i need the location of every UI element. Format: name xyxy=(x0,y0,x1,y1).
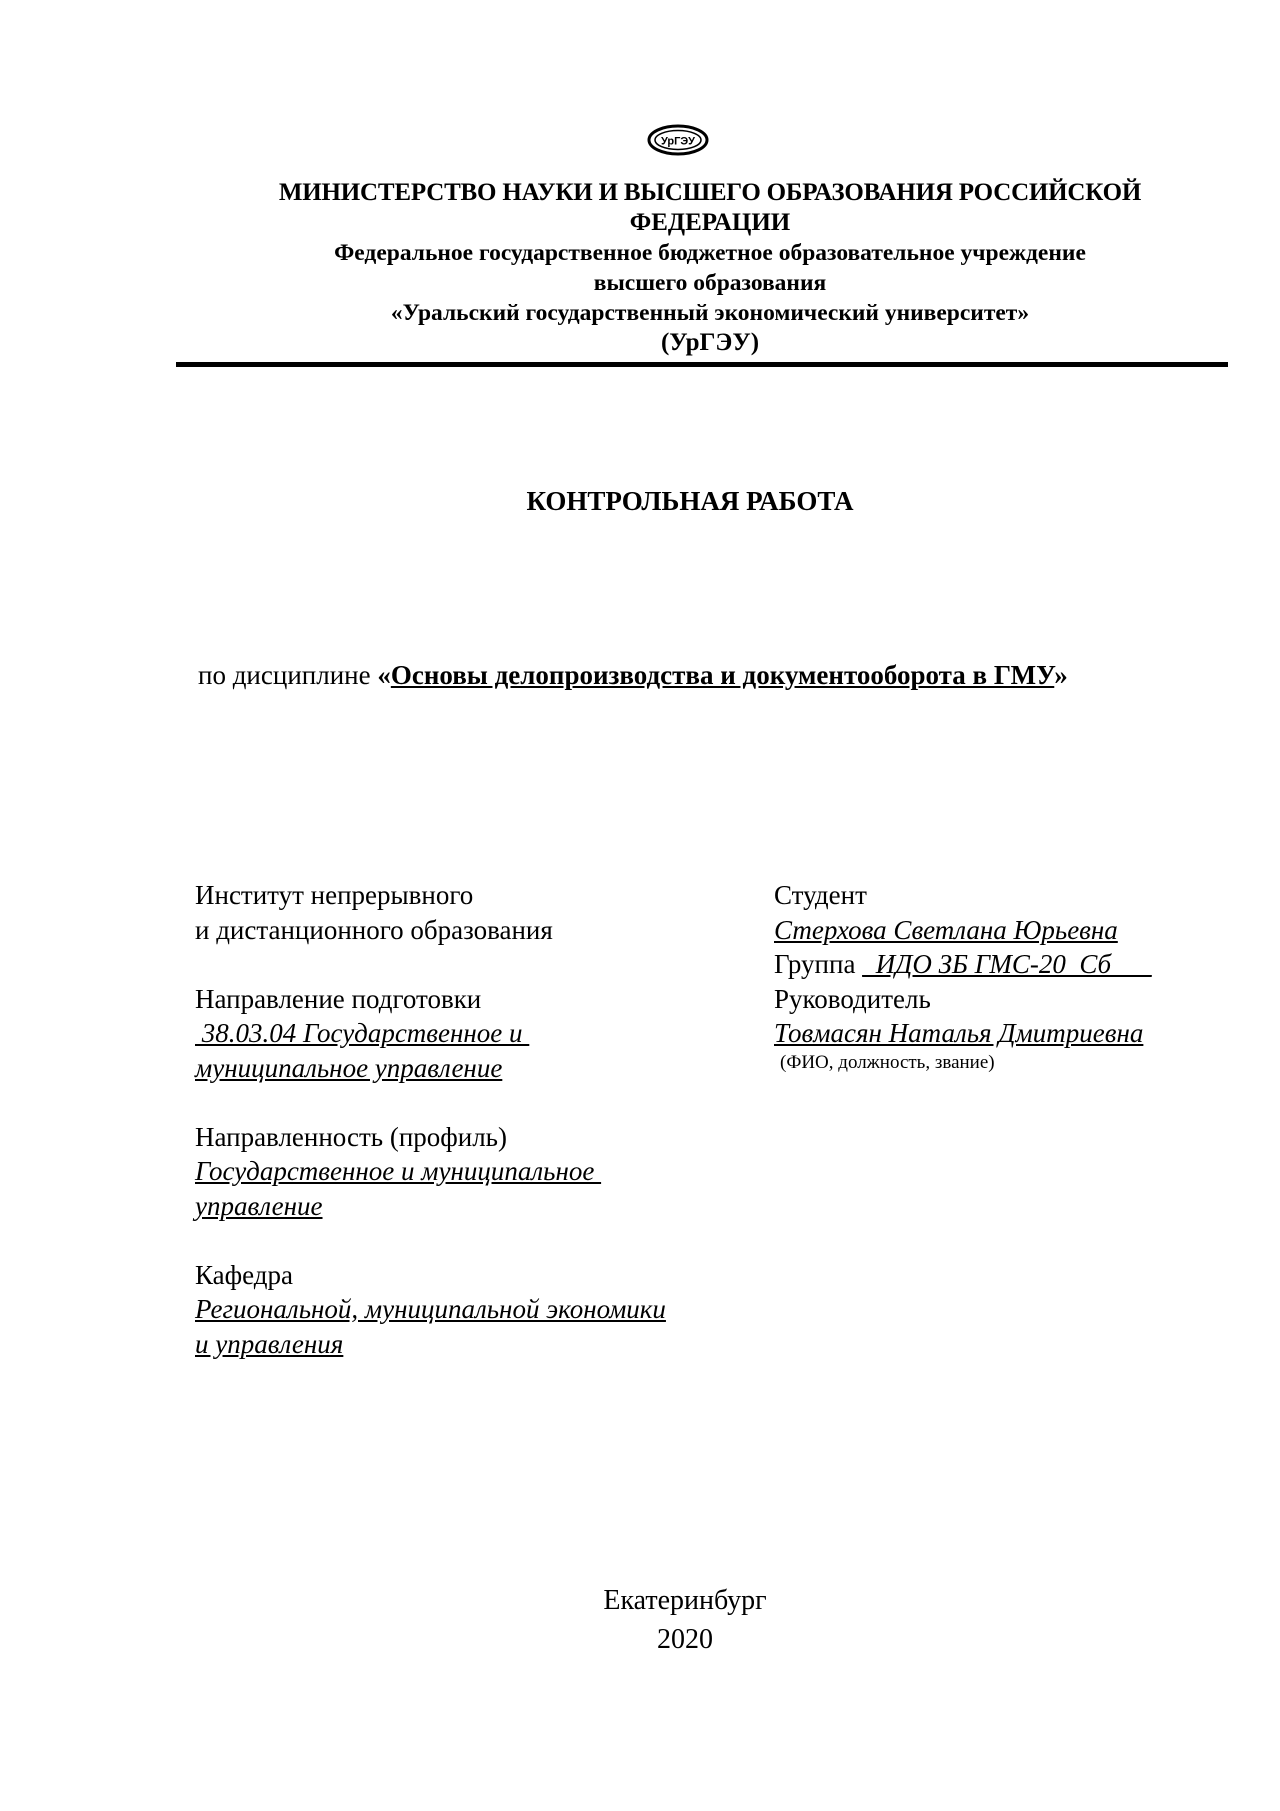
institute-line-2: и дистанционного образования xyxy=(195,914,553,945)
university-abbr: (УрГЭУ) xyxy=(660,329,760,356)
group-value: _ИДО ЗБ ГМС-20_Сб___ xyxy=(862,949,1152,979)
department-value-1: Региональной, муниципальной экономики xyxy=(195,1294,666,1324)
group-label: Группа xyxy=(774,949,863,979)
footer-place-date xyxy=(0,1581,1280,1659)
quote-open: « xyxy=(377,660,391,690)
direction-value-1: 38.03.04 Государственное и xyxy=(195,1018,530,1048)
quote-close: » xyxy=(1054,660,1068,690)
right-info-column xyxy=(774,878,1254,1075)
logo-text: УрГЭУ xyxy=(660,135,696,148)
supervisor-label: Руководитель xyxy=(774,983,931,1014)
university-name: «Уральский государственный экономический университет» xyxy=(390,300,1030,326)
direction-value-2: муниципальное управление xyxy=(195,1052,503,1083)
student-name: Стерхова Светлана Юрьевна xyxy=(774,914,1118,945)
student-label: Студент xyxy=(774,880,867,910)
department-value-2: и управления xyxy=(195,1328,344,1359)
left-info-column xyxy=(195,878,755,1361)
department-label: Кафедра xyxy=(195,1259,293,1290)
discipline-name: Основы делопроизводства и документооборота в ГМУ xyxy=(390,660,1055,690)
header-divider xyxy=(176,362,1228,367)
discipline-line xyxy=(198,660,1198,691)
institute-line-1: Институт непрерывного xyxy=(195,880,474,910)
ministry-line-cont: ФЕДЕРАЦИИ xyxy=(629,209,791,236)
ministry-line: МИНИСТЕРСТВО НАУКИ И ВЫСШЕГО ОБРАЗОВАНИЯ РОССИЙСКОЙ xyxy=(278,179,1142,206)
city: Екатеринбург xyxy=(603,1585,767,1616)
discipline-prefix: по дисциплине xyxy=(198,660,378,690)
profile-value-1: Государственное и муниципальное xyxy=(195,1156,602,1186)
institution-type-cont: высшего образования xyxy=(593,270,827,296)
supervisor-hint: (ФИО, должность, звание) xyxy=(780,1051,995,1073)
institution-type-line: Федеральное государственное бюджетное образовательное учреждение xyxy=(334,240,1086,266)
university-logo-icon xyxy=(647,124,709,156)
supervisor-name: Товмасян Наталья Дмитриевна xyxy=(774,1018,1144,1048)
year: 2020 xyxy=(657,1624,713,1655)
document-title: КОНТРОЛЬНАЯ РАБОТА xyxy=(526,486,854,516)
profile-value-2: управление xyxy=(195,1190,323,1221)
institution-header xyxy=(180,178,1240,358)
profile-label: Направленность (профиль) xyxy=(195,1121,507,1152)
direction-label: Направление подготовки xyxy=(195,983,482,1014)
